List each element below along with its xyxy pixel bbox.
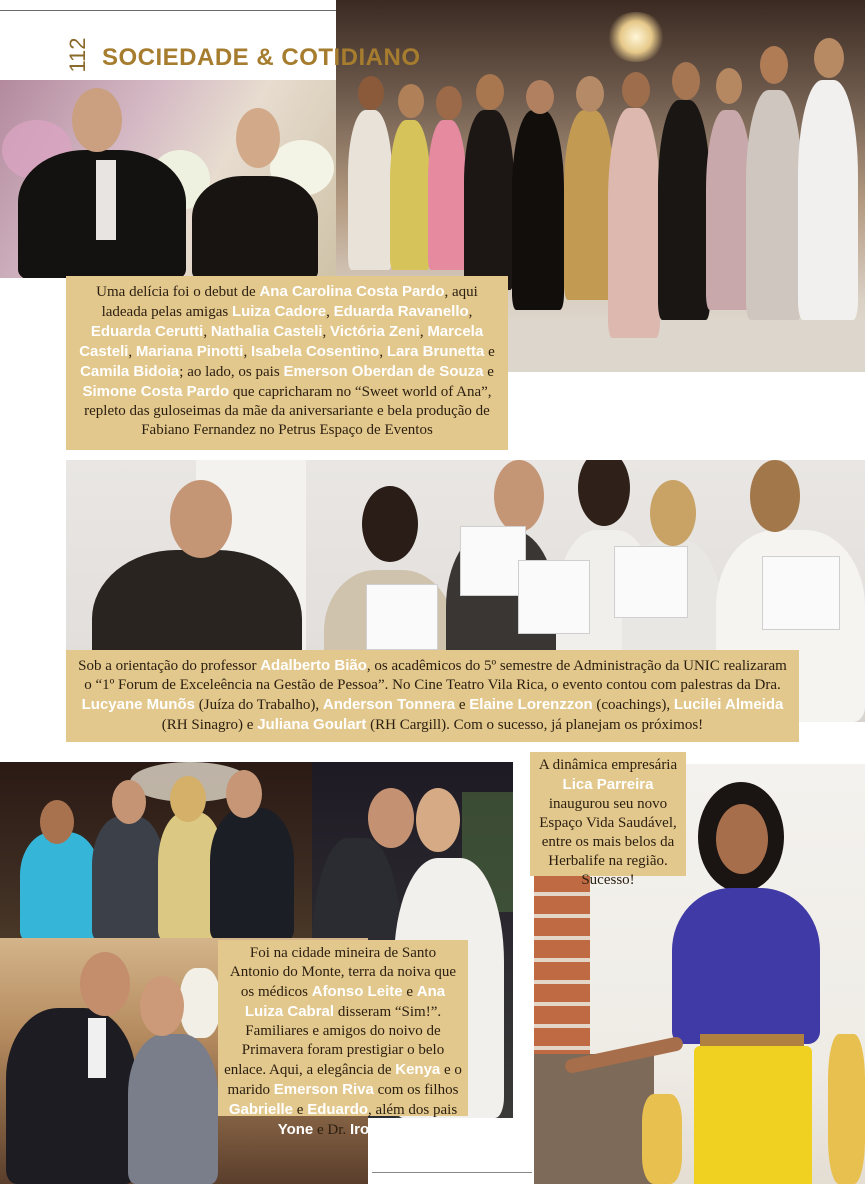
person-name: Marcela Casteli — [79, 323, 484, 360]
caption-run: , — [322, 324, 331, 340]
trophy-2 — [460, 526, 526, 596]
caption-debut — [66, 276, 508, 450]
caption-debut-text — [74, 282, 500, 440]
person-name: Isabela Cosentino — [250, 343, 380, 360]
caption-run: e — [483, 364, 494, 380]
caption-run: A dinâmica empresária — [538, 757, 678, 773]
caption-run: , — [243, 344, 251, 360]
caption-lica-text — [536, 756, 680, 890]
person-name: Eduarda Ravanello — [333, 303, 469, 320]
caption-run: Sob a orientação do professor — [78, 658, 261, 674]
person-name: Nathalia Casteli — [210, 323, 323, 340]
caption-run: e o marido — [227, 1062, 462, 1098]
section-title: SOCIEDADE & COTIDIANO — [102, 44, 421, 71]
person-name: Adalberto Bião — [260, 657, 367, 674]
caption-run: , além dos pais — [368, 1102, 458, 1118]
caption-run: , — [128, 344, 136, 360]
person-name: Lucilei Almeida — [673, 696, 784, 713]
person-name: Simone Costa Pardo — [82, 383, 230, 400]
caption-wedding-text — [224, 944, 462, 1140]
person-name: Victória Zeni — [330, 323, 420, 340]
person-name: Emerson Riva — [273, 1081, 374, 1098]
caption-forum — [66, 650, 799, 742]
person-name: Iro Leite — [349, 1121, 409, 1138]
person-name: Kenya — [395, 1061, 441, 1078]
caption-run: e Dr. — [313, 1122, 350, 1138]
person-name: Gabrielle — [228, 1101, 294, 1118]
caption-run: que capricharam no “Sweet world of Ana”, repleto das guloseimas da mãe da aniversariante e bela produção de Fabiano Fernandez no Petrus Espaço de Eventos — [84, 384, 492, 438]
caption-run: com os filhos — [373, 1082, 459, 1098]
person-name: Juliana Goulart — [257, 716, 367, 733]
bottom-rule — [372, 1172, 532, 1173]
person-name: Lica Parreira — [562, 776, 654, 793]
caption-run: , — [203, 324, 211, 340]
person-name: Eduardo — [307, 1101, 369, 1118]
trophy-4 — [614, 546, 688, 618]
header-rule — [0, 10, 336, 11]
person-name: Ana Luiza Cabral — [244, 983, 446, 1020]
caption-run: Uma delícia foi o debut de — [96, 284, 260, 300]
caption-run: , — [419, 324, 428, 340]
photo-wedding-family — [0, 762, 312, 940]
person-name: Lara Brunetta — [386, 343, 485, 360]
caption-run: , os acadêmicos do 5º semestre de Administração da UNIC realizaram o “1º Forum de Exceleência na Gestão de Pessoa”. No Cine Teatro Vila Rica, o evento contou com palestras da Dra. — [84, 658, 787, 693]
page-number: 112 — [65, 37, 90, 73]
caption-run: e — [484, 344, 495, 360]
person-name: Elaine Lorenzzon — [469, 696, 593, 713]
caption-run: (RH Sinagro) e — [161, 717, 258, 733]
person-name: Emerson Oberdan de Souza — [283, 363, 484, 380]
caption-run: Foi na cidade mineira de Santo Antonio do Monte, terra da noiva que os médicos — [229, 945, 457, 1000]
caption-run: inaugurou seu novo Espaço Vida Saudável, entre os mais belos da Herbalife na região. Sucesso! — [539, 796, 677, 888]
person-name: Eduarda Cerutti — [90, 323, 204, 340]
photo-debut-parents — [0, 80, 336, 278]
caption-run: (coachings), — [592, 697, 674, 713]
person-name: Ana Carolina Costa Pardo — [259, 283, 445, 300]
person-name: Camila Bidoia — [80, 363, 180, 380]
caption-run: disseram “Sim!”. Familiares e amigos do noivo de Primavera foram prestigiar o belo enlace. Aqui, a elegância de — [224, 1004, 445, 1078]
trophy-5 — [762, 556, 840, 630]
person-name: Mariana Pinotti — [135, 343, 244, 360]
caption-run: e — [455, 697, 470, 713]
caption-run: ; ao lado, os pais — [179, 364, 284, 380]
person-name: Luiza Cadore — [231, 303, 327, 320]
caption-run: , — [468, 304, 473, 320]
trophy-1 — [366, 584, 438, 650]
caption-lica — [530, 752, 686, 888]
caption-run: , aqui ladeada pelas amigas — [101, 284, 478, 320]
chandelier — [606, 12, 666, 62]
person-name: Anderson Tonnera — [322, 696, 456, 713]
caption-wedding — [218, 940, 468, 1138]
person-name: Yone — [277, 1121, 314, 1138]
caption-run: e — [293, 1102, 308, 1118]
caption-forum-text — [74, 656, 791, 735]
caption-run: e — [402, 984, 417, 1000]
person-name: Lucyane Munõs — [81, 696, 195, 713]
person-name: Afonso Leite — [311, 983, 403, 1000]
caption-run: (Juíza do Trabalho), — [194, 697, 323, 713]
trophy-3 — [518, 560, 590, 634]
caption-run: , — [379, 344, 387, 360]
caption-run: (RH Cargill). Com o sucesso, já planejam os próximos! — [366, 717, 704, 733]
caption-run: , — [326, 304, 334, 320]
